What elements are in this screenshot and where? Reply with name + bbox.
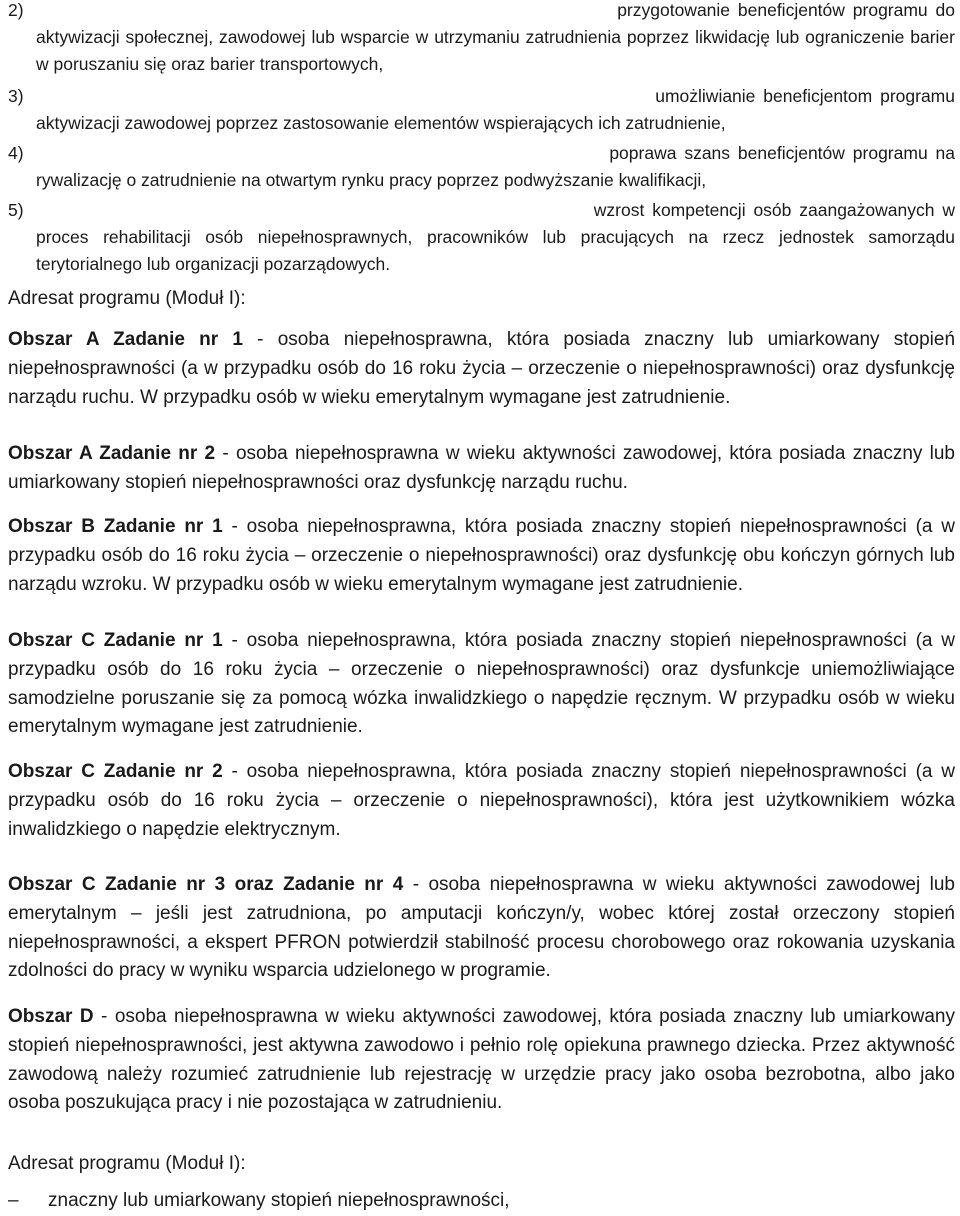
list-number: 5) <box>8 200 24 220</box>
paragraph-label: Obszar C Zadanie nr 1 <box>8 630 223 651</box>
bullet-text: znaczny lub umiarkowany stopień niepełnosprawności, <box>48 1190 510 1211</box>
paragraph-label: Obszar C Zadanie nr 2 <box>8 761 223 782</box>
paragraph-text: - osoba niepełnosprawna, która posiada znaczny lub umiarkowany stopień niepełnosprawności (a w przypadku osób do 16 roku życia – orzeczenie o niepełnosprawności) oraz dysfunkcję narządu ruchu. W przypadku osób w wieku emerytalnym wymagane jest zatrudnienie. <box>8 329 956 408</box>
paragraph-text: - osoba niepełnosprawna, która posiada znaczny stopień niepełnosprawności (a w przypadku osób do 16 roku życia – orzeczenie o niepełnosprawności) oraz dysfunkcje uniemożliwiające samodzielne poruszanie się za pomocą wózka inwalidzkiego o napędzie ręcznym. W przypadku osób w wieku emerytalnym wymagane jest zatrudnienie. <box>8 630 955 738</box>
list-item-5 <box>8 197 960 278</box>
paragraph-text: - osoba niepełnosprawna, która posiada znaczny stopień niepełnosprawności (a w przypadku osób do 16 roku życia – orzeczenie o niepełnosprawności) oraz dysfunkcję obu kończyn górnych lub narządu wzroku. W przypadku osób w wieku emerytalnym wymagane jest zatrudnienie. <box>8 516 955 595</box>
list-item-3 <box>8 83 960 137</box>
list-item-text: aktywizacji zawodowej poprzez zastosowanie elementów wspierających ich zatrudnienie, <box>36 113 726 133</box>
paragraph-obszar-c-3-4 <box>8 871 955 986</box>
list-item-lead: umożliwianie beneficjentom programu <box>655 86 955 106</box>
list-item-2 <box>8 0 960 78</box>
list-item-lead: poprawa szans beneficjentów programu na <box>609 143 955 163</box>
paragraph-text: - osoba niepełnosprawna w wieku aktywności zawodowej, która posiada znaczny lub umiarkowany stopień niepełnosprawności oraz dysfunkcję narządu ruchu. <box>8 443 956 493</box>
paragraph-obszar-a-2 <box>8 440 955 498</box>
paragraph-label: Obszar B Zadanie nr 1 <box>8 516 223 537</box>
paragraph-label: Obszar C Zadanie nr 3 oraz Zadanie nr 4 <box>8 874 404 895</box>
paragraph-obszar-b-1 <box>8 513 955 599</box>
list-number: 2) <box>8 0 24 20</box>
list-item-4 <box>8 140 960 194</box>
paragraph-obszar-d <box>8 1003 955 1118</box>
paragraph-text: - osoba niepełnosprawna, która posiada znaczny stopień niepełnosprawności (a w przypadku osób do 16 roku życia – orzeczenie o niepełnosprawności), która jest użytkownikiem wózka inwalidzkiego o napędzie elektrycznym. <box>8 761 955 840</box>
list-item-text: rywalizację o zatrudnienie na otwartym rynku pracy poprzez podwyższanie kwalifikacji, <box>36 170 707 190</box>
paragraph-label: Obszar A Zadanie nr 1 <box>8 329 243 350</box>
section-heading: Adresat programu (Moduł I): <box>8 288 246 309</box>
list-item-lead: przygotowanie beneficjentów programu do <box>617 0 955 20</box>
paragraph-text: - osoba niepełnosprawna w wieku aktywności zawodowej, która posiada znaczny lub umiarkowany stopień niepełnosprawności, jest aktywna zawodowo i pełnio rolę opiekuna prawnego dziecka. Przez aktywność zawodową należy rozumieć zatrudnienie lub rejestrację w urzędzie pracy jako osoba bezrobotna, albo jako osoba poszukująca pracy i nie pozostająca w zatrudnieniu. <box>8 1006 955 1114</box>
bullet-dash: – <box>8 1190 19 1211</box>
paragraph-label: Obszar A Zadanie nr 2 <box>8 443 216 464</box>
list-item-text: proces rehabilitacji osób niepełnosprawnych, pracowników lub pracujących na rzecz jednostek samorządu terytorialnego lub organizacji pozarządowych. <box>36 227 955 274</box>
paragraph-obszar-c-2 <box>8 758 955 844</box>
section-heading: Adresat programu (Moduł I): <box>8 1153 246 1174</box>
paragraph-obszar-a-1 <box>8 326 955 412</box>
list-number: 3) <box>8 86 24 106</box>
paragraph-label: Obszar D <box>8 1006 94 1027</box>
list-item-text: aktywizacji społecznej, zawodowej lub wsparcie w utrzymaniu zatrudnienia poprzez likwidację lub ograniczenie barier w poruszaniu się oraz barier transportowych, <box>36 27 955 74</box>
list-item-lead: wzrost kompetencji osób zaangażowanych w <box>593 200 955 220</box>
list-number: 4) <box>8 143 24 163</box>
paragraph-text: - osoba niepełnosprawna w wieku aktywności zawodowej lub emerytalnym – jeśli jest zatrudniona, po amputacji kończyn/y, wobec której został orzeczony stopień niepełnosprawności, a ekspert PFRON potwierdził stabilność procesu chorobowego oraz rokowania uzyskania zdolności do pracy w wyniku wsparcia udzielonego w programie. <box>8 874 955 982</box>
paragraph-obszar-c-1 <box>8 627 955 742</box>
